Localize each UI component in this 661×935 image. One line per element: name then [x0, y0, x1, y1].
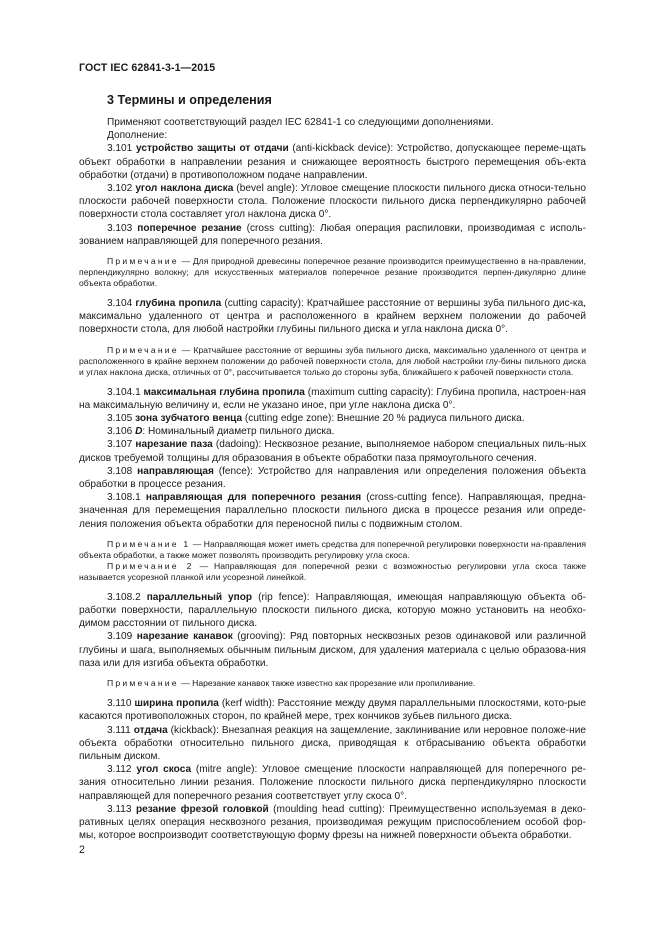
term-number: 3.104.1 — [107, 386, 141, 398]
term-text: (kerf width): Расстояние между двумя параллельными плоскостями, кото-рые касаются противоположных сторон, по крайней мере, трех кончиков зубьев пильного диска. — [79, 698, 586, 723]
note — [79, 539, 586, 561]
term-name: угол скоса — [136, 764, 192, 776]
term-text: (dadoing): Несквозное резание, выполняемое набором специальных пиль-ных дисков требуемой толщины для образования в объекте обработки паза прямоугольного сечения. — [79, 439, 587, 464]
term-name: D — [135, 426, 143, 438]
document-body — [79, 116, 586, 842]
term-number: 3.108.2 — [107, 591, 141, 603]
note-text: — Кратчайшее расстояние от вершины зуба пильного диска, максимально удаленного от центра и расположенного в крайне верхнем положении до рабочей поверхности стола, для любой настройки глу-бины пильного диска и углах наклона диска, отличных от 0°, рассчитывается только до стороны зуба, ближайшего к рабочей поверхности стола. — [79, 344, 586, 377]
term-name: глубина пропила — [135, 298, 222, 310]
term-number: 3.106 — [107, 426, 133, 438]
term-text: (anti-kickback device): Устройство, допускающее переме-щать объект обработки в направлении резания и снижающее вероятность быстрого перемещения объ-екта обработки (отдачи) в противоположном подаче направлении. — [79, 143, 586, 181]
term-number: 3.102 — [107, 183, 133, 195]
note-text: — Направляющая для поперечной резки с возможностью регулировки угла скоса также называется усорезной планкой или усорезной линейкой. — [79, 560, 586, 582]
term-text: (grooving): Ряд повторных несквозных резов одинаковой или различной глубины и шага, выполняемых обычным пильным диском, для удаления материала с целью образова-ния паза или для изгиба объекта обработки. — [79, 631, 586, 669]
term-number: 3.101 — [107, 143, 133, 155]
term-name: нарезание канавок — [136, 631, 233, 643]
term-definition — [79, 386, 586, 412]
term-definition — [79, 182, 586, 222]
term-name: отдача — [133, 724, 168, 736]
term-number: 3.108.1 — [107, 492, 141, 504]
term-number: 3.104 — [107, 298, 133, 310]
term-definition — [79, 803, 586, 843]
term-number: 3.110 — [107, 698, 132, 710]
term-definition — [79, 763, 586, 803]
term-definition — [79, 724, 586, 764]
note-label: Примечание — [107, 344, 179, 355]
term-name: зона зубчатого венца — [135, 413, 243, 425]
term-text: (kickback): Внезапная реакция на защемление, заклинивание или неровное положе-ние объекта обработки относительно пильного диска, приводящая к отбрасыванию объекта обработки пильным диском. — [79, 724, 586, 762]
term-definition — [79, 491, 586, 531]
term-number: 3.107 — [107, 439, 133, 451]
term-name: нарезание паза — [135, 439, 213, 451]
note-text: — Направляющая может иметь средства для поперечной регулировки поверхности на-правления объекта обработки, а также может позволять производить регулировку угла скоса. — [79, 538, 586, 560]
term-text: (cross cutting): Любая операция распиловки, производимая с исполь-зованием направляющей для поперечного резания. — [79, 222, 586, 247]
term-number: 3.105 — [107, 413, 133, 425]
note — [79, 678, 586, 689]
note-label: Примечание — [107, 678, 179, 689]
term-name: направляющая — [137, 465, 214, 477]
note-label: Примечание 1 — [107, 538, 191, 549]
term-name: ширина пропила — [134, 698, 219, 710]
term-number: 3.103 — [107, 222, 133, 234]
term-text: (mitre angle): Угловое смещение плоскости направляющей для поперечного ре-зания относительно линии резания. Положение плоскости пильного диска перпендикулярно плоскости направляющей для поперечного резания соответствует углу скоса 0°. — [79, 764, 587, 802]
document-header: ГОСТ IEC 62841-3-1—2015 — [79, 62, 216, 74]
term-definition — [79, 465, 586, 491]
page-number: 2 — [79, 844, 85, 856]
term-number: 3.108 — [107, 465, 133, 477]
intro-line: Применяют соответствующий раздел IEC 62841-1 со следующими дополнениями. — [107, 117, 494, 128]
term-definition — [79, 438, 586, 464]
term-name: поперечное резание — [137, 222, 242, 234]
term-text: (fence): Устройство для направления или определения положения объекта обработки в процессе резания. — [79, 465, 586, 491]
term-definition — [79, 222, 586, 248]
term-name: направляющая для поперечного резания — [145, 492, 362, 504]
term-definition — [79, 412, 586, 425]
term-name: максимальная глубина пропила — [143, 386, 305, 398]
term-text: (cross-cutting fence). Направляющая, предна-значенная для перемещения параллельно плоскости пильного диска в процессе резания или опреде-ления положения объекта обработки для переносной пилы с подвижным столом. — [79, 492, 586, 530]
note-text: — Нарезание канавок также известно как прорезание или пропиливание. — [178, 678, 476, 689]
term-text: (maximum cutting capacity): Глубина пропила, настроен-ная на максимальную величину и, если не указано иное, при угле наклона диска 0°. — [79, 386, 586, 411]
term-definition — [79, 697, 586, 723]
term-number: 3.113 — [107, 803, 132, 815]
term-name: параллельный упор — [146, 591, 253, 603]
term-name: угол наклона диска — [135, 183, 234, 195]
note-label: Примечание — [107, 256, 179, 267]
note — [79, 561, 586, 583]
term-text: (moulding head cutting): Преимущественно используемая в деко-ративных целях операция несквозного резания, производимая режущим приспособлением особой фор-мы, которое воспроизводит соответствующую форму фрезы на нижней поверхности объекта обработки. — [79, 803, 586, 842]
note-label: Примечание 2 — [107, 560, 194, 571]
term-definition — [79, 297, 586, 337]
note — [79, 345, 586, 378]
term-definition — [79, 591, 586, 631]
term-definition — [79, 630, 586, 670]
term-number: 3.109 — [107, 631, 133, 643]
term-text: (rip fence): Направляющая, имеющая направляющую объекта об-работки поверхности, параллельную плоскости пильного диска, которую можно установить на необхо-димом расстоянии от пильного диска. — [79, 591, 586, 630]
intro-line: Дополнение: — [107, 130, 168, 142]
term-text: (bevel angle): Угловое смещение плоскости пильного диска относи-тельно плоскости рабочей поверхности стола. Положение плоскости пильного диска перпендикулярно рабочей поверхности стола составляет угол наклона диска 0°. — [79, 183, 586, 221]
term-text: (cutting capacity): Кратчайшее расстояние от вершины зуба пильного дис-ка, максимально удаленного от центра и расположенного в крайнем верхнем положении до рабочей поверхности стола, для любой настройки глубины пильного диска и угла наклона диска 0°. — [79, 298, 586, 336]
note — [79, 256, 586, 289]
term-definition — [79, 142, 586, 182]
term-name: устройство защиты от отдачи — [136, 143, 289, 155]
term-name: резание фрезой головкой — [135, 803, 269, 815]
term-definition — [79, 425, 586, 438]
section-title: 3 Термины и определения — [107, 93, 272, 107]
term-number: 3.112 — [107, 764, 132, 776]
term-text: : Номинальный диаметр пильного диска. — [142, 426, 335, 438]
note-text: — Для природной древесины поперечное резание производится преимущественно в на-правлении, перпендикулярно волокну; для искусственных материалов поперечное резание производится перпен-дикулярно длине объекта обработки. — [79, 256, 586, 289]
term-text: (cutting edge zone): Внешние 20 % радиуса пильного диска. — [242, 413, 525, 425]
term-number: 3.111 — [107, 724, 131, 736]
